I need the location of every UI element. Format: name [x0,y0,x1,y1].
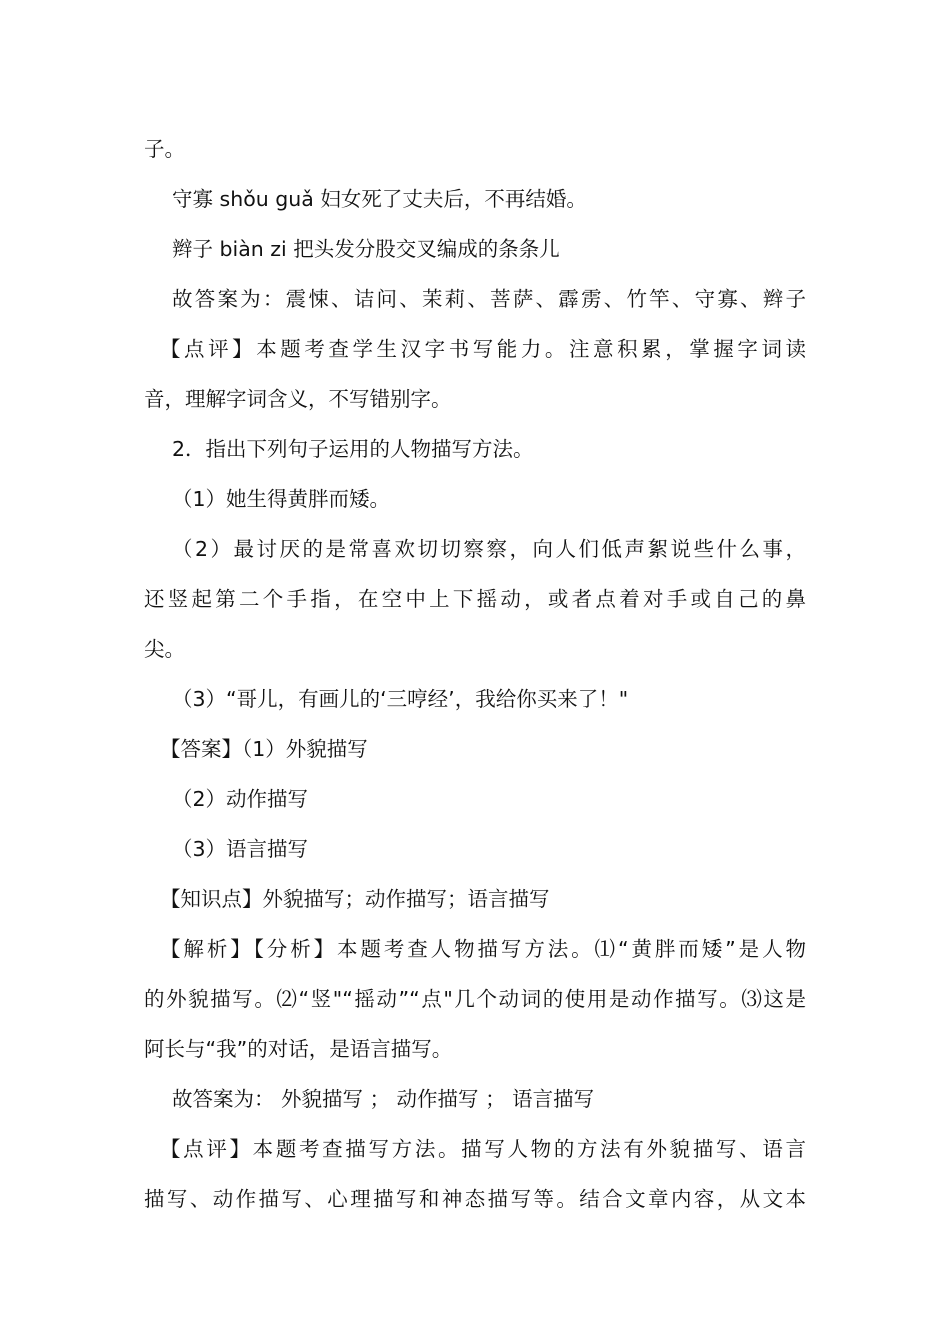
answer-line: 故答案为：震悚、诘问、茉莉、菩萨、霹雳、竹竿、守寡、辫子 [172,287,806,311]
text-line: 守寡 shǒu guǎ 妇女死了丈夫后，不再结婚。 [172,187,587,211]
text-line: 描写、动作描写、心理描写和神态描写等。结合文章内容，从文本 [144,1187,806,1211]
text-line: 尖。 [144,637,185,661]
text-line: 的外貌描写。⑵“竖"“摇动”“点"几个动词的使用是动作描写。⑶这是 [144,987,806,1011]
question-item: （3）“哥儿，有画儿的‘三哼经’，我给你买来了！" [172,687,629,711]
knowledge-line: 【知识点】外貌描写；动作描写；语言描写 [160,887,550,911]
comment-line: 【点评】本题考查描写方法。描写人物的方法有外貌描写、语言 [160,1137,806,1161]
document-page [144,124,806,1224]
text-line: 阿长与“我”的对话，是语言描写。 [144,1037,453,1061]
question-title: 2．指出下列句子运用的人物描写方法。 [172,437,534,461]
text-line: 音，理解字词含义，不写错别字。 [144,387,452,411]
answer-line: （3）语言描写 [172,837,309,861]
answer-line: 故答案为： 外貌描写 ； 动作描写 ； 语言描写 [172,1087,595,1111]
comment-line: 【点评】本题考查学生汉字书写能力。注意积累，掌握字词读 [160,337,806,361]
answer-line: 【答案】（1）外貌描写 [160,737,368,761]
analysis-line: 【解析】【分析】本题考查人物描写方法。⑴“黄胖而矮”是人物 [160,937,806,961]
question-item: （1）她生得黄胖而矮。 [172,487,391,511]
text-line: 辫子 biàn zi 把头发分股交叉编成的条条儿 [172,237,560,261]
text-line: 子。 [144,137,185,161]
text-line: 还竖起第二个手指，在空中上下摇动，或者点着对手或自己的鼻 [144,587,806,611]
question-item: （2）最讨厌的是常喜欢切切察察，向人们低声絮说些什么事， [172,537,806,561]
answer-line: （2）动作描写 [172,787,309,811]
